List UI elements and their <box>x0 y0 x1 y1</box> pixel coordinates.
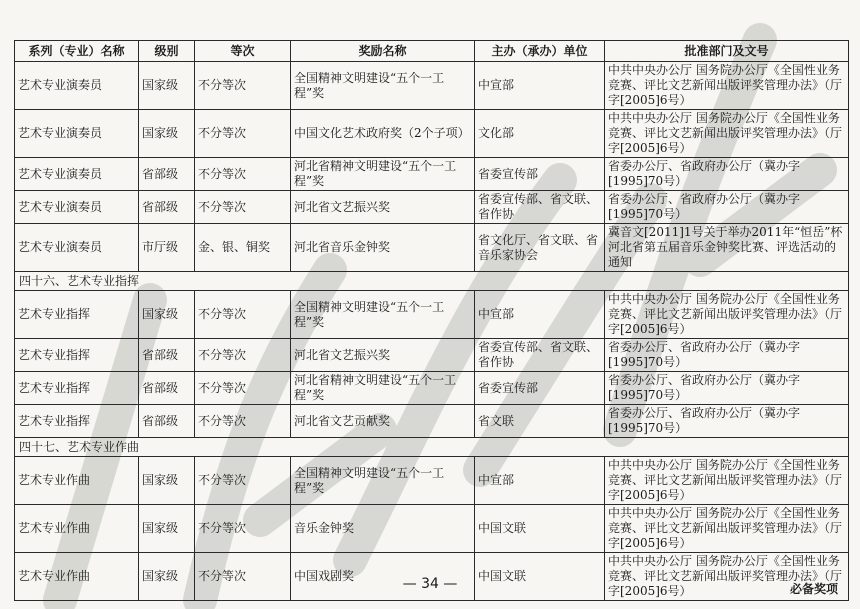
cell-organizer: 省文联 <box>475 405 605 438</box>
section-row <box>15 272 849 291</box>
page-number: — 34 — <box>402 576 458 592</box>
cell-grade: 不分等次 <box>195 191 291 224</box>
cell-series: 艺术专业指挥 <box>15 339 139 372</box>
column-header-grade: 等次 <box>195 41 291 62</box>
column-header-award: 奖励名称 <box>291 41 475 62</box>
cell-award: 河北省精神文明建设“五个一工程”奖 <box>291 158 475 191</box>
cell-approval: 省委办公厅、省政府办公厅（冀办字[1995]70号） <box>605 405 849 438</box>
cell-level: 市厅级 <box>139 224 195 272</box>
cell-grade: 不分等次 <box>195 291 291 339</box>
cell-award: 河北省文艺振兴奖 <box>291 191 475 224</box>
cell-series: 艺术专业指挥 <box>15 372 139 405</box>
cell-approval: 中共中央办公厅 国务院办公厅《全国性业务竞赛、评比文艺新闻出版评奖管理办法》（厅字[2005]6号） <box>605 505 849 553</box>
table-row <box>15 505 849 553</box>
cell-award: 河北省精神文明建设“五个一工程”奖 <box>291 372 475 405</box>
cell-approval: 中共中央办公厅 国务院办公厅《全国性业务竞赛、评比文艺新闻出版评奖管理办法》（厅字[2005]6号） <box>605 553 849 601</box>
section-title: 四十六、艺术专业指挥 <box>15 272 849 291</box>
cell-level: 国家级 <box>139 110 195 158</box>
cell-award: 河北省文艺振兴奖 <box>291 339 475 372</box>
cell-approval: 冀音文[2011]1号关于举办2011年“恒岳”杯河北省第五届音乐金钟奖比赛、评选活动的通知 <box>605 224 849 272</box>
cell-level: 省部级 <box>139 158 195 191</box>
table-row <box>15 405 849 438</box>
cell-award: 全国精神文明建设“五个一工程”奖 <box>291 457 475 505</box>
cell-approval: 省委办公厅、省政府办公厅（冀办字[1995]70号） <box>605 158 849 191</box>
awards-table <box>14 40 849 601</box>
cell-series: 艺术专业作曲 <box>15 505 139 553</box>
cell-grade: 不分等次 <box>195 158 291 191</box>
column-header-series: 系列（专业）名称 <box>15 41 139 62</box>
table-row <box>15 110 849 158</box>
cell-level: 国家级 <box>139 457 195 505</box>
section-row <box>15 438 849 457</box>
cell-award: 全国精神文明建设“五个一工程”奖 <box>291 62 475 110</box>
cell-series: 艺术专业作曲 <box>15 553 139 601</box>
cell-organizer: 中宣部 <box>475 62 605 110</box>
table-header-row <box>15 41 849 62</box>
cell-approval: 中共中央办公厅 国务院办公厅《全国性业务竞赛、评比文艺新闻出版评奖管理办法》（厅字[2005]6号） <box>605 110 849 158</box>
table-row <box>15 291 849 339</box>
cell-grade: 不分等次 <box>195 405 291 438</box>
cell-organizer: 文化部 <box>475 110 605 158</box>
table-body <box>15 62 849 601</box>
cell-series: 艺术专业作曲 <box>15 457 139 505</box>
cell-award: 中国文化艺术政府奖（2个子项） <box>291 110 475 158</box>
cell-award: 音乐金钟奖 <box>291 505 475 553</box>
cell-series: 艺术专业指挥 <box>15 405 139 438</box>
table-row <box>15 372 849 405</box>
cell-level: 国家级 <box>139 553 195 601</box>
cell-organizer: 省文化厅、省文联、省音乐家协会 <box>475 224 605 272</box>
cell-series: 艺术专业演奏员 <box>15 62 139 110</box>
cell-level: 国家级 <box>139 291 195 339</box>
table-row <box>15 191 849 224</box>
cell-organizer: 省委宣传部 <box>475 372 605 405</box>
cell-level: 国家级 <box>139 62 195 110</box>
cell-grade: 不分等次 <box>195 62 291 110</box>
cell-series: 艺术专业演奏员 <box>15 158 139 191</box>
cell-series: 艺术专业演奏员 <box>15 224 139 272</box>
cell-approval: 省委办公厅、省政府办公厅（冀办字[1995]70号） <box>605 191 849 224</box>
cell-organizer: 中宣部 <box>475 291 605 339</box>
cell-award: 全国精神文明建设“五个一工程”奖 <box>291 291 475 339</box>
table-row <box>15 224 849 272</box>
table-row <box>15 457 849 505</box>
cell-grade: 不分等次 <box>195 339 291 372</box>
cell-level: 国家级 <box>139 505 195 553</box>
cell-level: 省部级 <box>139 372 195 405</box>
cell-series: 艺术专业指挥 <box>15 291 139 339</box>
cell-approval: 省委办公厅、省政府办公厅（冀办字[1995]70号） <box>605 372 849 405</box>
cell-organizer: 省委宣传部、省文联、省作协 <box>475 339 605 372</box>
cell-organizer: 省委宣传部、省文联、省作协 <box>475 191 605 224</box>
cell-level: 省部级 <box>139 339 195 372</box>
cell-level: 省部级 <box>139 191 195 224</box>
cell-organizer: 省委宣传部 <box>475 158 605 191</box>
cell-level: 省部级 <box>139 405 195 438</box>
cell-award: 河北省文艺贡献奖 <box>291 405 475 438</box>
column-header-organizer: 主办（承办）单位 <box>475 41 605 62</box>
cell-grade: 不分等次 <box>195 553 291 601</box>
section-title: 四十七、艺术专业作曲 <box>15 438 849 457</box>
footer-label: 必备奖项 <box>789 582 838 596</box>
table-row <box>15 158 849 191</box>
cell-grade: 不分等次 <box>195 110 291 158</box>
cell-organizer: 中国文联 <box>475 505 605 553</box>
cell-approval: 中共中央办公厅 国务院办公厅《全国性业务竞赛、评比文艺新闻出版评奖管理办法》（厅字[2005]6号） <box>605 291 849 339</box>
cell-organizer: 中国文联 <box>475 553 605 601</box>
column-header-approval: 批准部门及文号 <box>605 41 849 62</box>
cell-approval: 中共中央办公厅 国务院办公厅《全国性业务竞赛、评比文艺新闻出版评奖管理办法》（厅字[2005]6号） <box>605 457 849 505</box>
cell-grade: 不分等次 <box>195 457 291 505</box>
cell-approval: 中共中央办公厅 国务院办公厅《全国性业务竞赛、评比文艺新闻出版评奖管理办法》（厅字[2005]6号） <box>605 62 849 110</box>
cell-series: 艺术专业演奏员 <box>15 110 139 158</box>
cell-grade: 不分等次 <box>195 505 291 553</box>
cell-grade: 不分等次 <box>195 372 291 405</box>
cell-grade: 金、银、铜奖 <box>195 224 291 272</box>
cell-award: 河北省音乐金钟奖 <box>291 224 475 272</box>
table-row <box>15 339 849 372</box>
cell-organizer: 中宣部 <box>475 457 605 505</box>
table-row <box>15 62 849 110</box>
cell-approval: 省委办公厅、省政府办公厅（冀办字[1995]70号） <box>605 339 849 372</box>
column-header-level: 级别 <box>139 41 195 62</box>
cell-series: 艺术专业演奏员 <box>15 191 139 224</box>
cell-award: 中国戏剧奖 <box>291 553 475 601</box>
